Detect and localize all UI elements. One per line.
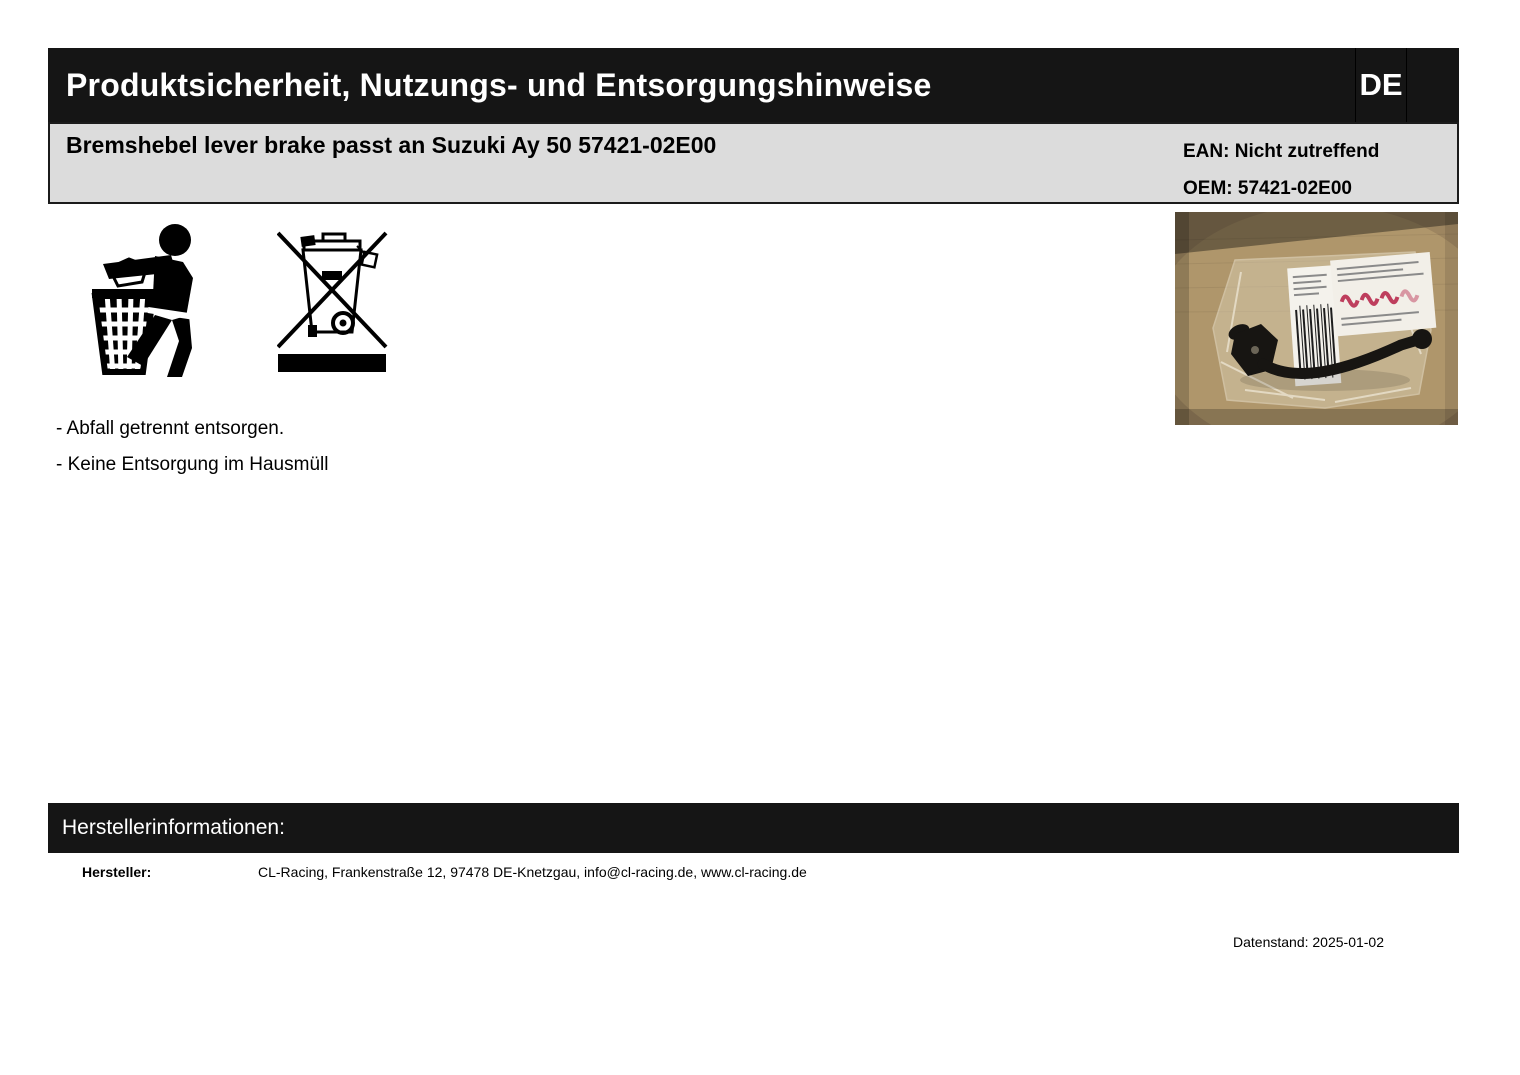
product-safety-sheet xyxy=(48,48,1459,1028)
tidyman-litter-icon xyxy=(85,220,217,378)
disposal-note: - Abfall getrennt entsorgen. xyxy=(56,418,285,439)
page-title: Produktsicherheit, Nutzungs- und Entsorgungshinweise xyxy=(66,66,932,103)
header-bar xyxy=(48,48,1459,122)
manufacturer-label: Hersteller: xyxy=(82,864,152,880)
product-identifiers xyxy=(1183,133,1379,207)
oem-value: OEM: 57421-02E00 xyxy=(1183,178,1352,199)
tidyman-litter-icon-svg xyxy=(85,220,217,378)
language-badge: DE xyxy=(1355,48,1407,122)
manufacturer-value: CL-Racing, Frankenstraße 12, 97478 DE-Knetzgau, info@cl-racing.de, www.cl-racing.de xyxy=(258,864,807,880)
product-info-bar xyxy=(48,122,1459,204)
data-status: Datenstand: 2025-01-02 xyxy=(1233,934,1384,950)
product-photo xyxy=(1175,212,1458,425)
manufacturer-section-header xyxy=(48,803,1459,853)
disposal-notes xyxy=(56,411,328,483)
product-title: Bremshebel lever brake passt an Suzuki Ay 50 57421-02E00 xyxy=(66,132,717,158)
manufacturer-section-title: Herstellerinformationen: xyxy=(62,816,285,839)
weee-crossed-bin-icon-svg xyxy=(277,231,388,373)
product-photo-svg xyxy=(1175,212,1458,425)
weee-crossed-bin-icon xyxy=(277,231,388,373)
disposal-note: - Keine Entsorgung im Hausmüll xyxy=(56,454,329,475)
ean-value: EAN: Nicht zutreffend xyxy=(1183,141,1380,162)
